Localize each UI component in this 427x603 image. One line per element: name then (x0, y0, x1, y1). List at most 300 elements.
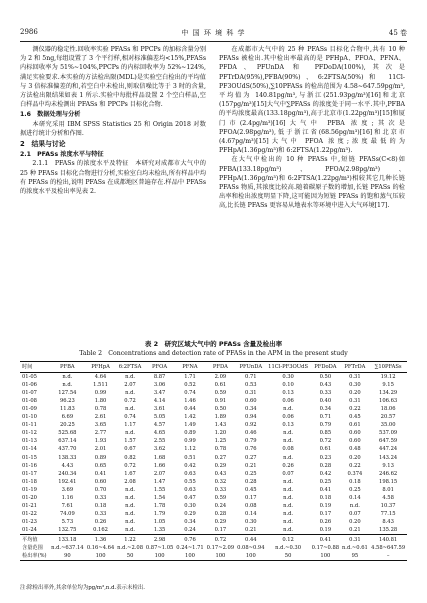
table-cell: 5.73 (61, 519, 74, 526)
table-cell: 0.82 (124, 454, 136, 461)
header-rule (20, 41, 407, 42)
table-cell: 2.07 (153, 470, 166, 477)
table-cell: 1.22 (116, 535, 145, 544)
table-cell: 4.14 (153, 397, 166, 404)
table-cell: n.d.~0.61 (341, 544, 368, 551)
table-cell: 0.85 (319, 430, 332, 437)
table-cell: 0.24 (214, 503, 227, 510)
table-cell: 0.14 (245, 511, 257, 518)
table-cell: 19.12 (380, 373, 396, 380)
table-cell: 1.43 (214, 422, 227, 429)
table-cell: 9.13 (382, 462, 394, 469)
table-cell: 8.43 (382, 519, 394, 526)
table-cell: 9.15 (382, 381, 394, 388)
table-cell: 0.41 (319, 486, 332, 493)
table-cell: 4.65 (153, 430, 166, 437)
row-label: 01-21 (22, 503, 37, 510)
table-cell: 18.06 (380, 406, 396, 413)
table-cell: 0.20 (349, 389, 361, 396)
table-cell: 0.33 (319, 389, 332, 396)
table-cell: 0.21 (245, 527, 257, 534)
table-cell: 3.62 (153, 446, 166, 453)
table-cell: 0.67 (124, 446, 136, 453)
table-cell: n.d. (283, 527, 294, 534)
table-cell: 2.55 (153, 438, 166, 445)
table-cell: 0.42 (319, 470, 332, 477)
table-cell: n.d. (125, 495, 136, 502)
table-cell: 3.06 (153, 381, 166, 388)
table-cell: 2.77 (94, 430, 107, 437)
table-cell: 0.46 (245, 430, 257, 437)
table-cell: 0.45 (245, 486, 257, 493)
table-cell: n.d. (283, 519, 294, 526)
row-label: 平均值 (20, 535, 49, 544)
table-cell: 0.25 (319, 478, 332, 485)
table-cell: 0.19 (319, 527, 332, 534)
table-cell: 1.80 (94, 397, 107, 404)
table-cell: n.d. (283, 486, 294, 493)
table-cell: n.d. (283, 495, 294, 502)
table-cell: 1.47 (153, 478, 166, 485)
table-cell: 95 (341, 552, 370, 561)
table-cell: 1.78 (153, 503, 166, 510)
table-cell: n.d. (283, 430, 294, 437)
table-cell: 0.07 (349, 511, 361, 518)
table-row (20, 494, 407, 502)
table-cell: 0.30 (184, 503, 196, 510)
table-cell: 0.30 (245, 519, 257, 526)
row-label: 01-14 (22, 446, 37, 453)
table-cell: 0.22 (349, 406, 361, 413)
table-cell: 1.57 (124, 438, 136, 445)
column-header: PFOA (144, 362, 174, 373)
table-cell: 0.29 (184, 511, 196, 518)
table-row (20, 372, 407, 381)
table-cell: 0.28 (245, 478, 257, 485)
table-row (20, 445, 407, 453)
table-cell: n.d. (125, 503, 136, 510)
table-cell: 0.08 (282, 446, 294, 453)
table-cell: n.d. (125, 486, 136, 493)
table-cell: 0.374 (347, 470, 363, 477)
table-cell: 0.60 (349, 438, 361, 445)
table-row (20, 421, 407, 429)
table-row (20, 437, 407, 445)
table-cell: 74.09 (59, 511, 75, 518)
table-cell: 0.17 (214, 527, 227, 534)
table-cell: 127.54 (58, 389, 77, 396)
table-row (20, 405, 407, 413)
table-cell: 0.20 (349, 519, 361, 526)
table-cell: 96.23 (59, 397, 75, 404)
table-cell: 0.92 (245, 422, 257, 429)
table-cell: 0.78 (214, 446, 227, 453)
table-cell: 2.98 (144, 535, 174, 544)
table-cell: 0.40 (319, 397, 332, 404)
row-label: 01-19 (22, 486, 37, 493)
table-cell: 0.13 (282, 422, 294, 429)
left-text-column (20, 45, 206, 196)
table-cell: 0.20 (349, 454, 361, 461)
table-cell: 0.72 (124, 462, 136, 469)
table-row (20, 510, 407, 518)
table-cell: 0.43 (214, 470, 227, 477)
column-header: 11Cl-PF3OUdS (266, 362, 310, 373)
table-cell: 140.81 (369, 535, 407, 544)
table-cell: 0.08~0.94 (237, 544, 265, 551)
table-cell: 0.26 (282, 462, 294, 469)
table-cell: 3.65 (94, 422, 107, 429)
paragraph: 在大气中检出的 10 种 PFASs 中,短链 PFASs(C<8)如 PFBA(133.18pg/m³)、PFOA(2.98pg/m³)、PFHpA(1.36pg/m³)和 6:2FTSA(1.22pg/m³)相较其它几种长链 PFASs 物质,其浓度比较高.随着碳原子数的增加,长链 PFASs 的检出率和检出浓度明显下降,这可能因为短链 PFASs 的饱和蒸气压较高,比长链 PFASs 更容易从地表水等环境中进入大气环境[17]. (219, 156, 405, 210)
table-cell: 1.55 (153, 486, 166, 493)
table-cell: 132.75 (58, 527, 77, 534)
table-cell: n.d. (349, 503, 360, 510)
volume-label: 45 卷 (388, 29, 407, 37)
table-cell: 1.17 (124, 422, 136, 429)
table-cell: 0.33 (214, 486, 227, 493)
table-cell: 0.94 (245, 414, 257, 421)
table-row (20, 462, 407, 470)
table-cell: 2.08 (124, 478, 136, 485)
table-cell: 0.32 (214, 478, 227, 485)
table-cell: 0.43 (319, 381, 332, 388)
table-cell: 4.58~647.59 (371, 544, 406, 551)
table-cell: 50 (116, 552, 145, 561)
row-label: 01-23 (22, 519, 37, 526)
table-cell: 0.34 (184, 519, 196, 526)
table-cell: n.d. (125, 406, 136, 413)
row-label: 01-12 (22, 430, 37, 437)
table-cell: 0.50 (319, 373, 332, 380)
row-label: 01-07 (22, 389, 37, 396)
table-cell: 0.17 (245, 495, 257, 502)
table-cell: 0.71 (245, 373, 257, 380)
table-cell: 4.58 (382, 495, 394, 502)
table-cell: 437.70 (58, 446, 77, 453)
table-row (20, 478, 407, 486)
table-cell: 2.01 (94, 446, 107, 453)
table-cell: 0.89 (94, 454, 107, 461)
table-cell: 0.30 (349, 381, 361, 388)
table-cell: 0.60 (349, 430, 361, 437)
table-cell: 0.61 (214, 381, 227, 388)
table-cell: 240.34 (58, 470, 77, 477)
summary-row (20, 552, 407, 561)
row-label: 01-15 (22, 454, 37, 461)
table-cell: 0.78 (94, 406, 107, 413)
table-cell: 0.61 (319, 446, 332, 453)
table-cell: 246.62 (379, 470, 398, 477)
table-cell: 8.87 (153, 373, 166, 380)
table-cell: 0.63 (184, 486, 196, 493)
table-cell: 0.19 (319, 503, 332, 510)
table-cell: 0.72 (124, 397, 136, 404)
table-cell: 647.59 (379, 438, 398, 445)
table-cell: 0.16~4.64 (86, 544, 115, 551)
table-cell: 0.79 (245, 438, 257, 445)
table-cell: 0.27 (214, 454, 227, 461)
table-cell: 0.31 (341, 535, 370, 544)
row-label: 01-22 (22, 511, 37, 518)
table-cell: 138.33 (58, 454, 77, 461)
table-cell: 637.14 (58, 438, 77, 445)
table-cell: 0.53 (245, 381, 257, 388)
table-cell: n.d. (283, 503, 294, 510)
summary-row (20, 535, 407, 544)
table-cell: 0.08 (245, 503, 257, 510)
table-cell: 0.28 (214, 511, 227, 518)
row-label: 01-06 (22, 381, 37, 388)
table-cell: n.d.~2.08 (117, 544, 143, 551)
table-cell: 0.61 (349, 422, 361, 429)
paragraph: 在成都市大气中的 25 种 PFASs 目标化合物中,共有 10 种 PFASs 被检出.其中检出率最高的是 PFHpA、PFOA、PFNA、PFDA、PFUnDA 和 PFDoDA(100%),其次是 PFTrDA(95%),PFBA(90%)、6:2FTSA(50%)和 11Cl-PF3OUdS(50%),∑10PFASs 的检出范围为 4.58~647.59pg/m³,平均值为 140.81pg/m³,与浙江(251.93pg/m³)[16]和北京(157pg/m³)[15]大气中∑PFASs 的浓度处于同一水平.其中,PFBA 的平均浓度最高(133.18pg/m³),高于北京市(1.22pg/m³)[15]和厦门市(2.4pg/m³)[16]大气中 PFBA 浓度;其次是 PFOA(2.98pg/m³),低于浙江省(68.56pg/m³)[16]和北京市(4.67pg/m³)[15]大气中 PFOA 浓度;浓度最低的为 PFHpA(1.36pg/m³)和 6:2FTSA(1.22pg/m³). (219, 46, 405, 155)
table-cell: 4.64 (94, 373, 107, 380)
table-cell: 0.74 (124, 414, 136, 421)
table-cell: 447.24 (379, 446, 398, 453)
table-cell: 0.33 (94, 495, 107, 502)
table-cell: 0.63 (184, 470, 196, 477)
table-cell: 0.06 (282, 397, 294, 404)
table-cell: 1.12 (184, 446, 196, 453)
table-cell: 143.24 (379, 454, 398, 461)
row-label: 01-10 (22, 414, 37, 421)
table-cell: n.d. (283, 511, 294, 518)
table-cell: 106.63 (379, 397, 398, 404)
table-cell: 77.15 (380, 511, 396, 518)
table-cell: 0.99 (184, 438, 196, 445)
column-header: PFDoDA (310, 362, 340, 373)
table-cell: 1.89 (214, 414, 227, 421)
column-header: PFUnDA (236, 362, 266, 373)
table-cell: 1.05 (153, 519, 166, 526)
table-cell: 134.29 (379, 389, 398, 396)
table-row (20, 454, 407, 462)
table-cell: n.d. (283, 454, 294, 461)
table-cell: 1.67 (124, 470, 136, 477)
table-cell: n.d. (283, 406, 294, 413)
section-heading: 2.1 PFASs 浓度水平与特征 (20, 151, 104, 159)
table-cell: 100 (85, 552, 115, 561)
page-number: 2986 (20, 28, 38, 36)
right-text-column (219, 45, 405, 211)
table-cell: 1.71 (184, 373, 196, 380)
table-cell: 20.57 (380, 414, 396, 421)
table-cell: 0.25 (349, 486, 361, 493)
column-header: 6:2FTSA (116, 362, 145, 373)
table-cell: 1.35 (153, 527, 166, 534)
table-cell: 1.46 (184, 397, 196, 404)
column-header: PFHpA (85, 362, 115, 373)
table-cell: 0.70 (94, 486, 107, 493)
table-cell: 35.00 (380, 422, 396, 429)
table-cell: n.d.~637.14 (51, 544, 84, 551)
table-cell: 0.34 (245, 406, 257, 413)
table-cell: n.d. (62, 381, 73, 388)
table-cell: 1.36 (85, 535, 115, 544)
table-cell: 0.31 (349, 373, 361, 380)
table-cell: 0.07 (282, 470, 294, 477)
table-cell: 0.18 (319, 495, 332, 502)
table-cell: n.d. (125, 511, 136, 518)
table-cell: 90 (49, 552, 85, 561)
table-cell: 4.43 (61, 462, 74, 469)
table-cell: 1.54 (153, 495, 166, 502)
table-cell: n.d. (125, 430, 136, 437)
table-cell: 0.10 (282, 381, 294, 388)
row-label: 01-08 (22, 397, 37, 404)
row-label: 01-09 (22, 406, 37, 413)
table-cell: 0.87~1.05 (145, 544, 174, 551)
table-cell: 0.26 (319, 519, 332, 526)
table-cell: 100 (310, 552, 340, 561)
table-cell: 2.09 (214, 373, 227, 380)
paragraph: 本研究采用 IBM SPSS Statistics 25 和 Origin 2018 对数据进行统计分析和作图. (20, 120, 206, 137)
row-label: 01-24 (22, 527, 37, 534)
table-cell: 6.69 (61, 414, 74, 421)
row-label: 含量范围 (22, 545, 43, 552)
table-cell: 0.55 (184, 478, 196, 485)
table-cell: n.d. (125, 519, 136, 526)
table-cell: 100 (144, 552, 174, 561)
table-cell: 100 (205, 552, 235, 561)
table-cell: 0.17~2.09 (206, 544, 235, 551)
table-cell: 0.44 (184, 406, 196, 413)
table-cell: 7.61 (61, 503, 74, 510)
table-row (20, 526, 407, 535)
table-cell: 198.15 (379, 478, 398, 485)
table-cell: 0.33 (94, 511, 107, 518)
table-row (20, 502, 407, 510)
row-label: 01-17 (22, 470, 37, 477)
table-cell: n.d. (125, 389, 136, 396)
paragraph: 2.1.1 PFASs 的浓度水平及特征 本研究对成都市大气中的 25 种 PFASs 目标化合物进行分析,实验室白均未检出,所有样品中均有 PFASs 的检出,说明 PFASs 在成都地区普遍存在.样品中 PFASs 的浓度水平及检出率见表 2. (20, 160, 207, 196)
table-cell: 525.68 (58, 430, 77, 437)
table-cell: 0.60 (94, 478, 107, 485)
table-cell: 1.20 (214, 430, 227, 437)
table-cell: 1.93 (94, 438, 107, 445)
table-cell: 3.47 (153, 389, 166, 396)
table-cell: 50 (266, 552, 310, 561)
row-label: 01-16 (22, 462, 37, 469)
table-cell: 0.74 (184, 389, 196, 396)
table-cell: 192.41 (58, 478, 77, 485)
table-cell: 20.25 (59, 422, 75, 429)
table-cell: 10.37 (380, 503, 396, 510)
table-cell: 0.22 (349, 462, 361, 469)
section-heading: 2 结果与讨论 (20, 140, 66, 149)
table-cell: 0.41 (94, 470, 107, 477)
table-cell: 0.65 (94, 462, 107, 469)
table-cell: 0.27 (245, 454, 257, 461)
table-note: 注:除检出率外,其余单位均为pg/m³,n.d.表示未检出. (20, 585, 145, 591)
table-cell: 0.14 (349, 495, 361, 502)
table-cell: 0.26 (94, 519, 107, 526)
table-cell: n.d. (283, 438, 294, 445)
table-cell: 0.42 (184, 462, 196, 469)
table-cell: 0.06 (282, 414, 294, 421)
table-row (20, 381, 407, 389)
table-cell: 0.50 (214, 406, 227, 413)
table-cell: 100 (175, 552, 205, 561)
table-cell: 0.18 (94, 503, 107, 510)
table-cell: 0.24 (184, 527, 196, 534)
table-cell: 0.71 (319, 414, 332, 421)
table-cell: n.d. (125, 527, 136, 534)
column-header: 时间 (20, 362, 49, 373)
table-cell: n.d. (125, 373, 136, 380)
table-cell: 0.72 (319, 438, 332, 445)
table-cell: 0.28 (319, 462, 332, 469)
table-cell: 0.24~1.71 (176, 544, 204, 551)
column-header: PFBA (49, 362, 85, 373)
table-caption-cn: 表 2 研究区域大气中的 PFASs 含量及检出率 (144, 340, 283, 348)
row-label: 01-18 (22, 478, 37, 485)
table-cell: 0.25 (245, 470, 257, 477)
table-cell: 0.99 (94, 389, 107, 396)
table-cell: n.d. (62, 373, 73, 380)
table-row (20, 413, 407, 421)
table-cell: 537.09 (379, 430, 398, 437)
table-cell: 0.45 (349, 414, 361, 421)
table-cell: 0.76 (245, 446, 257, 453)
row-label: 01-13 (22, 438, 37, 445)
table-cell: 0.18 (349, 478, 361, 485)
table-cell: 11.83 (59, 406, 75, 413)
table-cell: 0.31 (245, 389, 257, 396)
table-cell: 0.31 (349, 397, 361, 404)
table-cell: 0.29 (214, 519, 227, 526)
table-cell: 2.07 (124, 381, 136, 388)
table-cell: 0.47 (184, 495, 196, 502)
table-cell: 1.49 (184, 422, 196, 429)
table-caption-en: Table 2 Concentrations and detection rate of PFASs in the APM in the present study (79, 350, 348, 357)
journal-title: 中 国 环 境 科 学 (181, 29, 246, 37)
column-header: ∑10PFASs (369, 362, 407, 373)
running-header (20, 28, 407, 40)
table-row (20, 486, 407, 494)
row-label: 01-05 (22, 373, 37, 380)
table-cell: 0.48 (349, 446, 361, 453)
table-cell: 0.29 (214, 462, 227, 469)
table-cell: 0.23 (319, 454, 332, 461)
table-cell: 0.79 (319, 422, 332, 429)
table-cell: 0.76 (175, 535, 205, 544)
table-cell: 0.17 (319, 511, 332, 518)
table-cell: 0.21 (245, 462, 257, 469)
table-cell: 1.42 (184, 414, 196, 421)
table-cell: 0.34 (319, 406, 332, 413)
table-cell: 0.13 (282, 389, 294, 396)
table-cell: 1.16 (61, 495, 74, 502)
table-row (20, 429, 407, 437)
table-cell: 0.30 (282, 373, 294, 380)
table-cell: n.d.~0.30 (275, 544, 302, 551)
table-cell: 1.79 (153, 511, 166, 518)
table-cell: 0.12 (266, 535, 310, 544)
row-label: 01-11 (22, 422, 37, 429)
table-cell: 0.21 (349, 527, 361, 534)
table-cell: 2.61 (94, 414, 107, 421)
table-cell: 0.162 (93, 527, 108, 534)
row-label: 01-20 (22, 495, 37, 502)
table-cell: 8.01 (382, 486, 394, 493)
table-cell: 3.69 (61, 486, 74, 493)
pfas-concentration-table (20, 361, 407, 561)
table-row (20, 470, 407, 478)
table-cell: 0.44 (236, 535, 266, 544)
table-cell: 0.60 (245, 397, 257, 404)
table-cell: 0.51 (184, 454, 196, 461)
